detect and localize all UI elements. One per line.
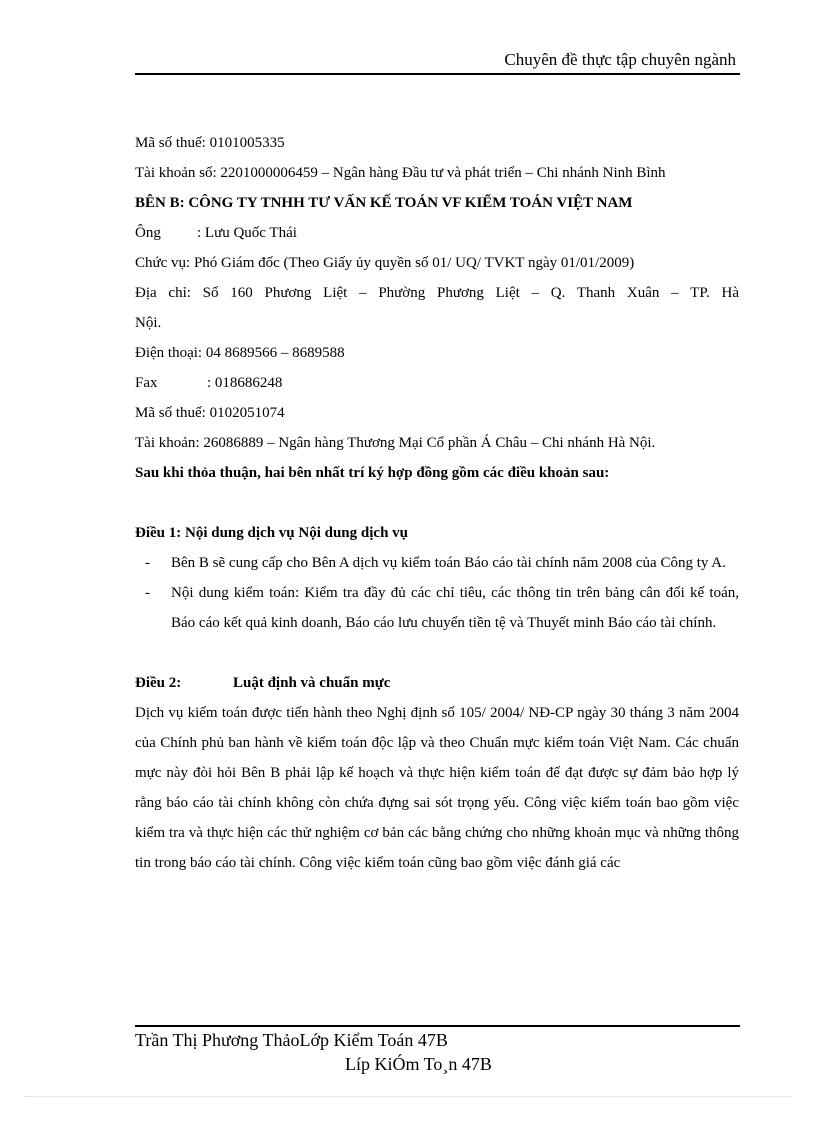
representative-value: : Lưu Quốc Thái — [197, 225, 297, 241]
page-bottom-divider — [24, 1096, 792, 1097]
bullet-marker: - — [145, 585, 150, 601]
article-2-number: Điều 2: — [135, 675, 182, 691]
footer-rule — [135, 1025, 740, 1027]
header-rule — [135, 73, 740, 75]
fax-line — [135, 368, 739, 398]
bank-account-party-b: Tài khoản: 26086889 – Ngân hàng Thương Mại Cổ phần Á Châu – Chi nhánh Hà Nội. — [135, 435, 656, 451]
fax-value: : 018686248 — [207, 375, 283, 391]
tax-code-party-b: Mã số thuế: 0102051074 — [135, 405, 285, 421]
agreement-intro: Sau khi thỏa thuận, hai bên nhất trí ký hợp đồng gồm các điều khoản sau: — [135, 465, 610, 481]
spacer — [135, 638, 739, 668]
tax-code-party-a: Mã số thuế: 0101005335 — [135, 135, 285, 151]
list-item — [135, 578, 739, 638]
header-title: Chuyên đề thực tập chuyên ngành — [504, 50, 736, 69]
list-item — [135, 548, 739, 578]
article-2-paragraph: Dịch vụ kiểm toán được tiến hành theo Nghị định số 105/ 2004/ NĐ-CP ngày 30 tháng 3 năm 2004 của Chính phủ ban hành về kiểm toán độc lập và theo Chuẩn mực kiểm toán Việt Nam. Các chuẩn mực này đòi hỏi Bên B phải lập kế hoạch và thực hiện kiểm toán để đạt được sự đảm bảo hợp lý rằng báo cáo tài chính không còn chứa đựng sai sót trọng yếu. Công việc kiểm toán bao gồm việc kiểm tra và thực hiện các thử nghiệm cơ bản các bằng chứng cho những khoản mục và những thông tin trong báo cáo tài chính. Công việc kiểm toán cũng bao gồm việc đánh giá các — [135, 705, 739, 871]
bank-account-party-a: Tài khoản số: 2201000006459 – Ngân hàng Đầu tư và phát triển – Chi nhánh Ninh Bình — [135, 165, 666, 181]
article-1-heading: Điều 1: Nội dung dịch vụ Nội dung dịch vụ — [135, 525, 409, 541]
representative-line — [135, 218, 739, 248]
article-2-heading — [135, 668, 739, 698]
party-b-heading: BÊN B: CÔNG TY TNHH TƯ VẤN KẾ TOÁN VF KIỂM TOÁN VIỆT NAM — [135, 195, 633, 211]
fax-label: Fax — [135, 375, 158, 391]
list-item-text: Bên B sẽ cung cấp cho Bên A dịch vụ kiểm toán Báo cáo tài chính năm 2008 của Công ty A. — [171, 555, 726, 571]
list-item-text: Nội dung kiểm toán: Kiểm tra đầy đủ các chỉ tiêu, các thông tin trên bảng cân đối kế toán, Báo cáo kết quả kinh doanh, Báo cáo lưu chuyển tiền tệ và Thuyết minh Báo cáo tài chính. — [171, 585, 739, 631]
address-line-2: Nội. — [135, 315, 162, 331]
footer-author-class: Trần Thị Phương ThảoLớp Kiểm Toán 47B — [135, 1030, 448, 1050]
document-body — [135, 128, 739, 878]
article-2-title: Luật định và chuẩn mực — [233, 675, 391, 691]
position-line: Chức vụ: Phó Giám đốc (Theo Giấy ủy quyền số 01/ UQ/ TVKT ngày 01/01/2009) — [135, 255, 635, 271]
spacer — [135, 488, 739, 518]
phone-line: Điện thoại: 04 8689566 – 8689588 — [135, 345, 345, 361]
representative-label: Ông — [135, 225, 161, 241]
address-line-1: Địa chỉ: Số 160 Phương Liệt – Phường Phương Liệt – Q. Thanh Xuân – TP. Hà — [135, 285, 739, 301]
footer-class-garbled: Líp KiÓm To¸n 47B — [345, 1054, 492, 1074]
bullet-marker: - — [145, 555, 150, 571]
